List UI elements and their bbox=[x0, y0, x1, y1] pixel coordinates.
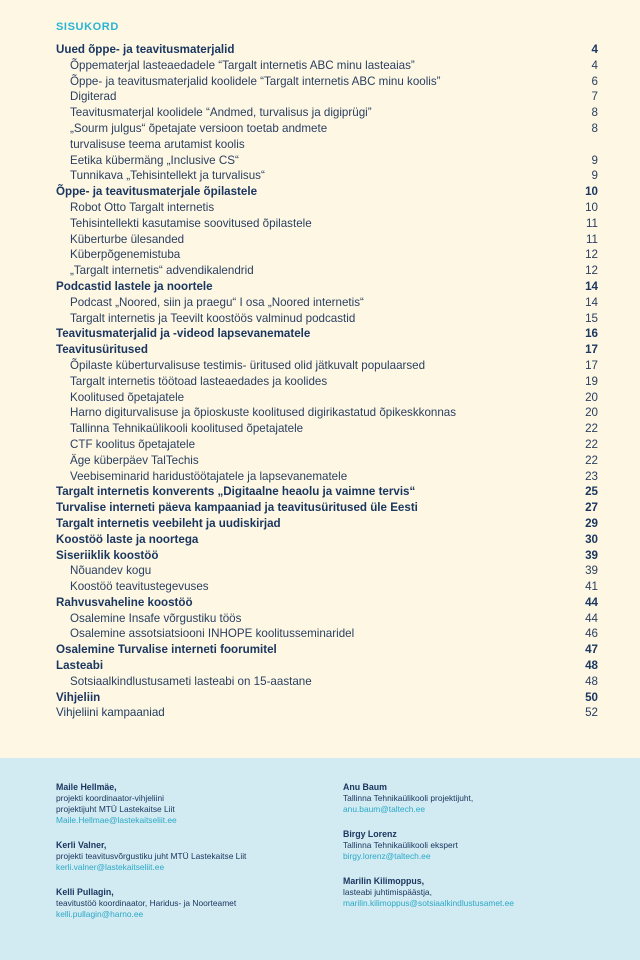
toc-section-entry[interactable] bbox=[56, 279, 598, 295]
toc-entry-page: 30 bbox=[585, 532, 598, 546]
toc-entry-page: 9 bbox=[591, 169, 598, 183]
toc-entry-page: 8 bbox=[591, 106, 598, 120]
toc-entry-title: Tallinna Tehnikaülikooli koolitused õpetajatele bbox=[70, 422, 304, 436]
toc-subsection-entry[interactable] bbox=[56, 453, 598, 469]
contact-name: Marilin Kilimoppus, bbox=[343, 876, 425, 886]
contact-card bbox=[343, 876, 593, 909]
contact-card bbox=[56, 840, 306, 873]
toc-entry-page: 46 bbox=[585, 627, 598, 641]
toc-entry-title: Nõuandev kogu bbox=[70, 564, 152, 578]
toc-entry-title: Harno digiturvalisuse ja õpioskuste koolitused digirikastatud õpikeskkonnas bbox=[70, 406, 457, 420]
toc-entry-title: Koolitused õpetajatele bbox=[70, 390, 185, 404]
toc-subsection-entry[interactable] bbox=[56, 168, 598, 184]
contact-role: Tallinna Tehnikaülikooli ekspert bbox=[343, 840, 458, 850]
toc-subsection-entry[interactable] bbox=[56, 579, 598, 595]
toc-entry-page: 39 bbox=[585, 548, 598, 562]
toc-entry-page: 17 bbox=[585, 343, 598, 357]
toc-section-entry[interactable] bbox=[56, 548, 598, 564]
contact-name: Anu Baum bbox=[343, 782, 387, 792]
toc-subsection-entry[interactable] bbox=[56, 674, 598, 690]
toc-entry-title: Targalt internetis ja Teevilt koostöös valminud podcastid bbox=[70, 311, 356, 325]
toc-section-entry[interactable] bbox=[56, 500, 598, 516]
toc-entry-page: 29 bbox=[585, 516, 598, 530]
toc-entry-title: CTF koolitus õpetajatele bbox=[70, 437, 196, 451]
toc-entry-title: Tehisintellekti kasutamise soovitused õpilastele bbox=[70, 216, 312, 230]
toc-entry-title: Podcastid lastele ja noortele bbox=[56, 279, 213, 293]
toc-entry-title: Osalemine Turvalise interneti foorumitel bbox=[56, 643, 277, 657]
toc-entry-page: 8 bbox=[591, 121, 598, 135]
toc-subsection-entry[interactable] bbox=[56, 437, 598, 453]
toc-entry-page: 44 bbox=[585, 611, 598, 625]
toc-entry-page: 12 bbox=[585, 248, 598, 262]
toc-entry-page: 14 bbox=[585, 295, 598, 309]
toc-entry-title: Koostöö teavitustegevuses bbox=[70, 580, 209, 594]
toc-entry-page: 15 bbox=[585, 311, 598, 325]
toc-subsection-entry[interactable] bbox=[56, 89, 598, 105]
toc-subsection-entry[interactable] bbox=[56, 311, 598, 327]
toc-entry-title: Teavitusüritused bbox=[56, 343, 148, 357]
toc-section-entry[interactable] bbox=[56, 184, 598, 200]
toc-list bbox=[56, 42, 598, 721]
toc-subsection-entry[interactable] bbox=[56, 421, 598, 437]
toc-entry-page: 39 bbox=[585, 564, 598, 578]
toc-entry-page: 11 bbox=[585, 216, 598, 230]
toc-entry-page: 22 bbox=[585, 453, 598, 467]
toc-entry-title: Teavitusmaterjalid ja -videod lapsevanematele bbox=[56, 327, 311, 341]
toc-section-entry[interactable] bbox=[56, 690, 598, 706]
toc-entry-page: 6 bbox=[591, 74, 598, 88]
toc-entry-page: 23 bbox=[585, 469, 598, 483]
contact-card bbox=[56, 887, 306, 920]
toc-subsection-entry[interactable] bbox=[56, 611, 598, 627]
toc-entry-title: Tunnikava „Tehisintellekt ja turvalisus“ bbox=[70, 169, 265, 183]
toc-entry-page: 50 bbox=[585, 690, 598, 704]
contact-role: projekti teavitusvõrgustiku juht MTÜ Lastekaitse Liit bbox=[56, 851, 247, 861]
toc-entry-title: Turvalise interneti päeva kampaaniad ja teavitusüritused üle Eesti bbox=[56, 501, 418, 515]
contact-email[interactable]: kerli.valner@lastekaitseliit.ee bbox=[56, 862, 165, 872]
toc-subsection-entry[interactable] bbox=[56, 263, 598, 279]
toc-entry-title: Õppematerjal lasteaedadele “Targalt internetis ABC minu lasteaias” bbox=[70, 58, 415, 72]
toc-subsection-entry[interactable] bbox=[56, 105, 598, 121]
toc-entry-title: Targalt internetis töötoad lasteaedades ja koolides bbox=[70, 374, 328, 388]
contacts-left-column bbox=[56, 782, 306, 934]
toc-entry-title: Küberpõgenemistuba bbox=[70, 248, 181, 262]
table-of-contents bbox=[56, 20, 598, 721]
toc-entry-page: 22 bbox=[585, 437, 598, 451]
toc-subsection-entry[interactable] bbox=[56, 563, 598, 579]
toc-entry-title: Küberturbe ülesanded bbox=[70, 232, 185, 246]
toc-entry-title: „Sourm julgus“ õpetajate versioon toetab andmete turvalisuse teema arutamist koolis bbox=[70, 121, 328, 151]
contacts-right-column bbox=[343, 782, 593, 923]
toc-entry-title: Õppe- ja teavitusmaterjalid koolidele “Targalt internetis ABC minu koolis” bbox=[70, 74, 441, 88]
toc-entry-title: Koostöö laste ja noortega bbox=[56, 532, 199, 546]
toc-subsection-entry[interactable] bbox=[56, 247, 598, 263]
toc-entry-page: 12 bbox=[585, 264, 598, 278]
toc-entry-page: 20 bbox=[585, 390, 598, 404]
contact-email[interactable]: Maile.Hellmae@lastekaitseliit.ee bbox=[56, 815, 177, 825]
toc-entry-title: Vihjeliini kampaaniad bbox=[56, 706, 165, 720]
toc-entry-title: Osalemine assotsiatsiooni INHOPE koolitusseminaridel bbox=[70, 627, 355, 641]
toc-entry-title: „Targalt internetis“ advendikalendrid bbox=[70, 264, 254, 278]
toc-section-entry[interactable] bbox=[56, 326, 598, 342]
toc-entry-title: Veebiseminarid haridustöötajatele ja lapsevanematele bbox=[70, 469, 348, 483]
toc-section-entry[interactable] bbox=[56, 532, 598, 548]
toc-section-entry[interactable] bbox=[56, 42, 598, 58]
toc-entry-page: 10 bbox=[585, 200, 598, 214]
contact-email[interactable]: birgy.lorenz@taltech.ee bbox=[343, 851, 431, 861]
toc-subsection-entry[interactable] bbox=[56, 405, 598, 421]
toc-section-entry[interactable] bbox=[56, 516, 598, 532]
contact-card bbox=[343, 829, 593, 862]
toc-entry-page: 19 bbox=[585, 374, 598, 388]
contact-email[interactable]: anu.baum@taltech.ee bbox=[343, 804, 426, 814]
toc-subsection-entry[interactable] bbox=[56, 358, 598, 374]
toc-subsection-entry[interactable] bbox=[56, 121, 598, 153]
toc-entry-title: Targalt internetis konverents „Digitaalne heaolu ja vaimne tervis“ bbox=[56, 485, 416, 499]
toc-entry-title: Targalt internetis veebileht ja uudiskirjad bbox=[56, 516, 281, 530]
toc-entry-title: Siseriiklik koostöö bbox=[56, 548, 159, 562]
contact-name: Kelli Pullagin, bbox=[56, 887, 114, 897]
contact-email[interactable]: kelli.pullagin@harno.ee bbox=[56, 909, 144, 919]
toc-entry-title: Õpilaste küberturvalisuse testimis- üritused olid jätkuvalt populaarsed bbox=[70, 358, 426, 372]
toc-section-entry[interactable] bbox=[56, 484, 598, 500]
toc-subsection-entry[interactable] bbox=[56, 58, 598, 74]
toc-entry-page: 4 bbox=[591, 43, 598, 56]
toc-subsection-entry[interactable] bbox=[56, 74, 598, 90]
toc-section-entry[interactable] bbox=[56, 342, 598, 358]
toc-subsection-entry[interactable] bbox=[56, 295, 598, 311]
contact-role: lasteabi juhtimispäästja, bbox=[343, 887, 432, 897]
toc-entry-title: Lasteabi bbox=[56, 659, 104, 673]
toc-entry-page: 25 bbox=[585, 485, 598, 499]
toc-entry-title: Sotsiaalkindlustusameti lasteabi on 15-aastane bbox=[70, 674, 312, 688]
toc-subsection-entry[interactable] bbox=[56, 232, 598, 248]
contact-email[interactable]: marilin.kilimoppus@sotsiaalkindlustusamet.ee bbox=[343, 898, 514, 908]
toc-entry-title: Vihjeliin bbox=[56, 690, 101, 704]
contact-name: Birgy Lorenz bbox=[343, 829, 397, 839]
toc-entry-page: 4 bbox=[591, 58, 598, 72]
toc-entry-page: 11 bbox=[585, 232, 598, 246]
contact-card bbox=[343, 782, 593, 815]
toc-subsection-entry[interactable] bbox=[56, 374, 598, 390]
toc-entry-title: Uued õppe- ja teavitusmaterjalid bbox=[56, 43, 235, 56]
toc-entry-page: 44 bbox=[585, 595, 598, 609]
toc-entry-title: Podcast „Noored, siin ja praegu“ I osa „Noored internetis“ bbox=[70, 295, 364, 309]
toc-subsection-entry[interactable] bbox=[56, 216, 598, 232]
toc-entry-title: Äge küberpäev TalTechis bbox=[70, 453, 199, 467]
toc-entry-title: Robot Otto Targalt internetis bbox=[70, 200, 215, 214]
toc-subsection-entry[interactable] bbox=[56, 626, 598, 642]
toc-entry-page: 52 bbox=[585, 706, 598, 720]
toc-entry-page: 9 bbox=[591, 153, 598, 167]
toc-entry-title: Digiterad bbox=[70, 90, 117, 104]
toc-entry-title: Õppe- ja teavitusmaterjale õpilastele bbox=[56, 185, 258, 199]
toc-entry-page: 14 bbox=[585, 279, 598, 293]
toc-heading: SISUKORD bbox=[56, 21, 119, 33]
toc-entry-page: 47 bbox=[585, 643, 598, 657]
toc-entry-page: 10 bbox=[585, 185, 598, 199]
toc-entry-page: 48 bbox=[585, 674, 598, 688]
contact-role: projekti koordinaator-vihjeliini projektijuht MTÜ Lastekaitse Liit bbox=[56, 793, 175, 814]
contact-name: Kerli Valner, bbox=[56, 840, 107, 850]
toc-entry-title: Rahvusvaheline koostöö bbox=[56, 595, 193, 609]
toc-entry-page: 7 bbox=[591, 90, 598, 104]
contact-name: Maile Hellmäe, bbox=[56, 782, 117, 792]
toc-section-entry[interactable] bbox=[56, 642, 598, 658]
toc-entry-page: 41 bbox=[585, 580, 598, 594]
contact-card bbox=[56, 782, 306, 826]
toc-subsection-entry[interactable] bbox=[56, 153, 598, 169]
toc-entry-title: Osalemine Insafe võrgustiku töös bbox=[70, 611, 242, 625]
toc-entry-page: 22 bbox=[585, 422, 598, 436]
toc-entry-page: 48 bbox=[585, 659, 598, 673]
contact-role: teavitustöö koordinaator, Haridus- ja Noorteamet bbox=[56, 898, 237, 908]
toc-subsection-entry[interactable] bbox=[56, 469, 598, 485]
toc-subsection-entry[interactable] bbox=[56, 390, 598, 406]
contacts-footer bbox=[0, 758, 640, 960]
toc-section-entry[interactable] bbox=[56, 658, 598, 674]
toc-entry-page: 16 bbox=[585, 327, 598, 341]
toc-entry-title: Teavitusmaterjal koolidele “Andmed, turvalisus ja digiprügi” bbox=[70, 106, 372, 120]
toc-section-entry[interactable] bbox=[56, 595, 598, 611]
contact-role: Tallinna Tehnikaülikooli projektijuht, bbox=[343, 793, 474, 803]
toc-entry-title: Eetika kübermäng „Inclusive CS“ bbox=[70, 153, 239, 167]
toc-entry-page: 20 bbox=[585, 406, 598, 420]
toc-entry-page: 27 bbox=[585, 501, 598, 515]
toc-subsection-entry[interactable] bbox=[56, 200, 598, 216]
toc-entry-page: 17 bbox=[585, 358, 598, 372]
toc-subsection-entry[interactable] bbox=[56, 705, 598, 721]
